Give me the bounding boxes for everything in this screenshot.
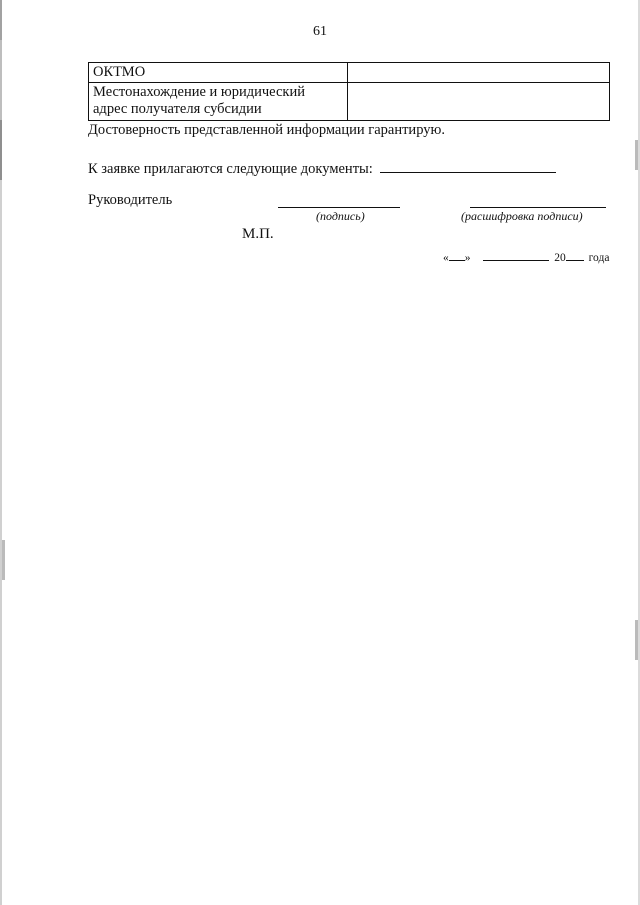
- year-field[interactable]: [566, 251, 584, 261]
- oktmo-value[interactable]: [348, 63, 610, 83]
- scan-mark: [2, 540, 5, 580]
- scan-mark: [635, 620, 638, 660]
- year-suffix: года: [588, 252, 610, 264]
- page-number: 61: [313, 24, 327, 39]
- scan-edge-left: [0, 0, 2, 905]
- manager-label: Руководитель: [88, 192, 173, 208]
- address-value[interactable]: [348, 83, 610, 121]
- guarantee-statement: Достоверность представленной информации гарантирую.: [88, 122, 445, 138]
- date-line: [443, 251, 609, 264]
- signature-caption: (подпись): [316, 209, 365, 223]
- attachments-line: [88, 158, 556, 178]
- date-open-quote: «: [443, 252, 449, 264]
- info-table: [88, 62, 610, 121]
- signature-line[interactable]: [278, 207, 400, 208]
- decode-signature-line[interactable]: [470, 207, 606, 208]
- date-close-quote: »: [464, 252, 471, 264]
- stamp-place-label: М.П.: [242, 226, 274, 242]
- address-label: [89, 83, 348, 121]
- attachments-field[interactable]: [380, 158, 556, 173]
- table-row: [89, 83, 610, 121]
- attachments-label: К заявке прилагаются следующие документы:: [88, 161, 373, 177]
- table-row: [89, 63, 610, 83]
- day-field[interactable]: [449, 251, 465, 261]
- address-label-line2: адрес получателя субсидии: [93, 101, 262, 117]
- oktmo-label: ОКТМО: [89, 63, 348, 83]
- year-century: 20: [554, 252, 566, 264]
- scan-mark: [635, 140, 638, 170]
- month-field[interactable]: [483, 251, 549, 261]
- address-label-line1: Местонахождение и юридический: [93, 84, 305, 100]
- decode-signature-caption: (расшифровка подписи): [461, 209, 583, 223]
